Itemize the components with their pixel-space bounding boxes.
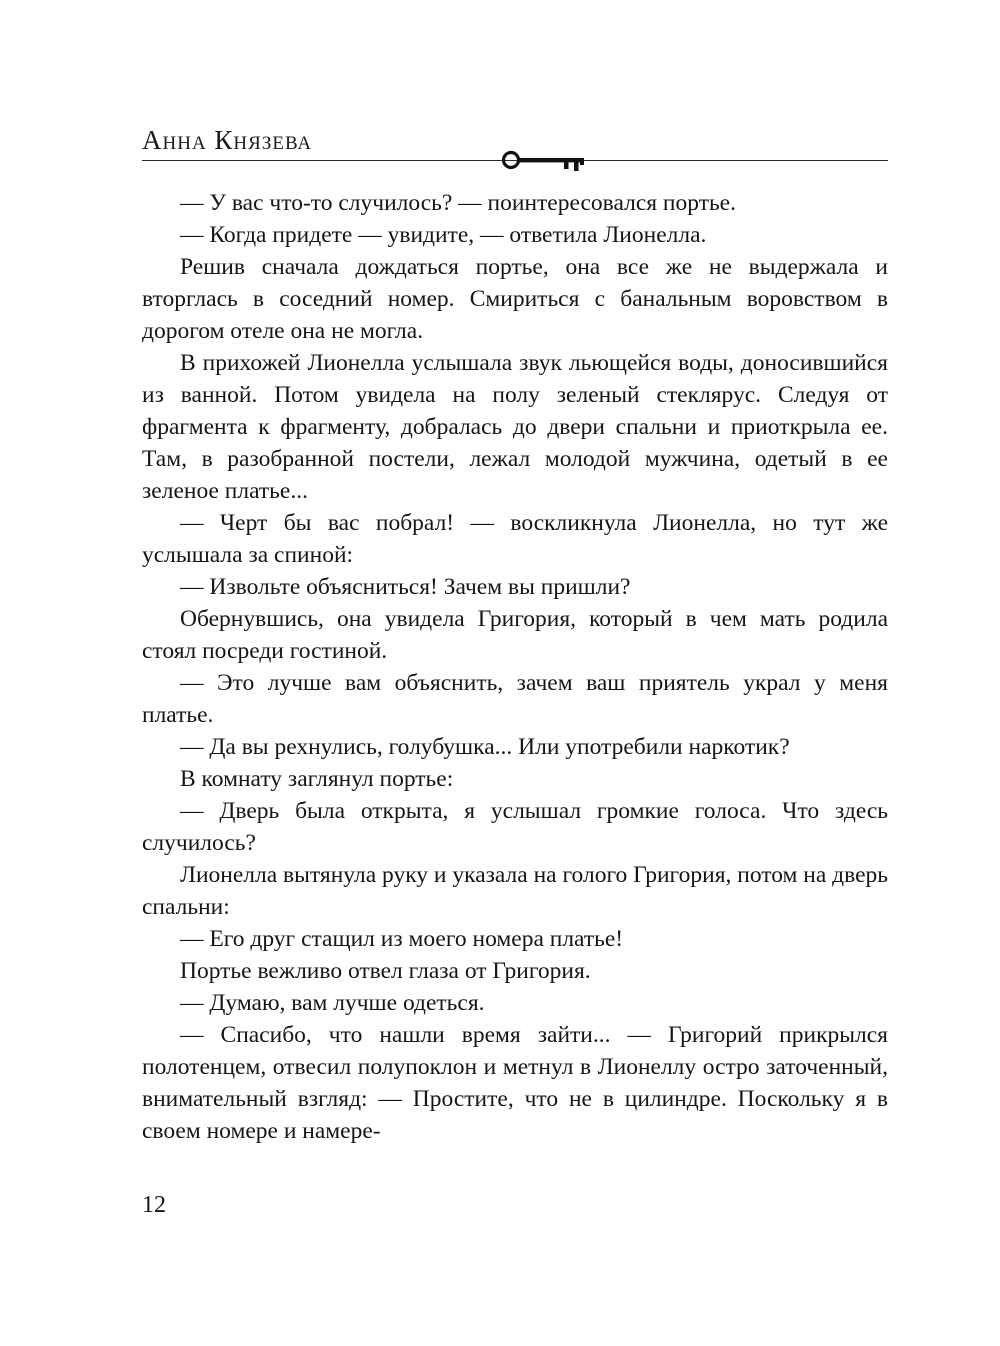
paragraph: Обернувшись, она увидела Григория, который в чем мать родила стоял посреди гостиной. xyxy=(142,606,888,664)
paragraph: — Его друг стащил из моего номера платье! xyxy=(180,926,624,952)
paragraph: — Думаю, вам лучше одеться. xyxy=(180,990,485,1016)
body-text xyxy=(142,187,888,1147)
paragraph: Лионелла вытянула руку и указала на голого Григория, потом на дверь спальни: xyxy=(142,862,888,920)
paragraph: Портье вежливо отвел глаза от Григория. xyxy=(180,958,591,984)
paragraph: — Когда придете — увидите, — ответила Лионелла. xyxy=(180,222,707,248)
paragraph: Решив сначала дождаться портье, она все же не выдержала и вторглась в соседний номер. Смириться с банальным воровством в дорогом отеле она не могла. xyxy=(142,254,888,344)
paragraph: — Извольте объясниться! Зачем вы пришли? xyxy=(180,574,631,600)
paragraph: — У вас что-то случилось? — поинтересовался портье. xyxy=(180,190,736,216)
paragraph: — Это лучше вам объяснить, зачем ваш приятель украл у меня платье. xyxy=(142,670,888,728)
key-ornament-icon xyxy=(500,147,592,173)
paragraph: — Да вы рехнулись, голубушка... Или употребили наркотик? xyxy=(180,734,790,760)
paragraph: — Черт бы вас побрал! — воскликнула Лионелла, но тут же услышала за спиной: xyxy=(142,510,888,568)
page-header xyxy=(142,126,888,161)
paragraph: В прихожей Лионелла услышала звук льющейся воды, доносившийся из ванной. Потом увидела на полу зеленый стеклярус. Следуя от фрагмента к фрагменту, добралась до двери спальни и приоткрыла ее. Там, в разобранной постели, лежал молодой мужчина, одетый в ее зеленое платье... xyxy=(142,350,888,504)
paragraph: В комнату заглянул портье: xyxy=(180,766,454,792)
header-rule xyxy=(142,160,888,161)
paragraph: — Спасибо, что нашли время зайти... — Григорий прикрылся полотенцем, отвесил полупоклон и метнул в Лионеллу остро заточенный, внимательный взгляд: — Простите, что не в цилиндре. Поскольку я в своем номере и намере- xyxy=(142,1022,888,1144)
author-name: Анна Князева xyxy=(142,125,313,155)
page-number: 12 xyxy=(142,1192,166,1218)
paragraph: — Дверь была открыта, я услышал громкие голоса. Что здесь случилось? xyxy=(142,798,888,856)
